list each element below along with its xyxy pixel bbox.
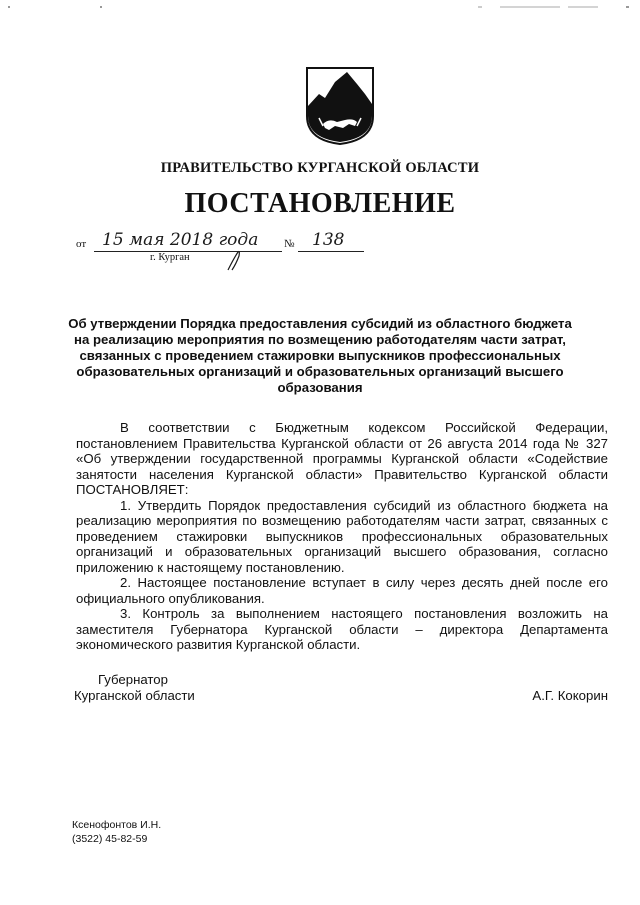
handwriting-flourish (224, 248, 254, 272)
handwritten-number: 138 (312, 230, 345, 250)
signatory-position-line1: Губернатор (98, 672, 168, 687)
handwritten-date: 15 мая 2018 года (102, 230, 259, 250)
executor-info (72, 818, 161, 846)
executor-phone: (3522) 45-82-59 (72, 833, 148, 845)
scan-marks (0, 4, 640, 10)
document-subject: Об утверждении Порядка предоставления субсидий из областного бюджета на реализацию мероприятия по возмещению работодателям части затрат, связанных с проведением стажировки выпускников профессиональных образовательных организаций и образовательных организаций высшего образования (68, 316, 572, 395)
signatory-position (74, 672, 195, 704)
document-body (76, 420, 608, 653)
date-from-label: от (76, 238, 87, 250)
number-underline (298, 251, 364, 252)
body-paragraph-3: 3. Контроль за выполнением настоящего постановления возложить на заместителя Губернатора Курганской области – директора Департамента экономического развития Курганской области. (76, 606, 608, 652)
date-number-line (76, 230, 376, 270)
executor-name: Ксенофонтов И.Н. (72, 819, 162, 831)
number-label: № (284, 238, 295, 250)
body-paragraph-1: 1. Утвердить Порядок предоставления субсидий из областного бюджета на реализацию мероприятия по возмещению работодателям части затрат, связанных с проведением стажировки выпускников профессиональных образовательных организаций и образовательных организаций высшего образования, согласно приложению к настоящему постановлению. (76, 497, 608, 575)
government-title: ПРАВИТЕЛЬСТВО КУРГАНСКОЙ ОБЛАСТИ (160, 160, 480, 176)
body-paragraph-2: 2. Настоящее постановление вступает в силу через десять дней после его официального опубликования. (76, 575, 608, 606)
kurgan-coat-of-arms-icon (305, 66, 375, 146)
signatory-position-line2: Курганской области (74, 688, 195, 703)
body-paragraph-preamble: В соответствии с Бюджетным кодексом Российской Федерации, постановлением Правительства Курганской области от 26 августа 2014 года № 327 «Об утверждении государственной программы Курганской области «Содействие занятости населения Курганской области» Правительство Курганской области ПОСТАНОВЛЯЕТ: (76, 420, 608, 497)
document-type-title: ПОСТАНОВЛЕНИЕ (184, 188, 456, 219)
city-label: г. Курган (150, 252, 190, 263)
signatory-name: А.Г. Кокорин (532, 688, 608, 703)
